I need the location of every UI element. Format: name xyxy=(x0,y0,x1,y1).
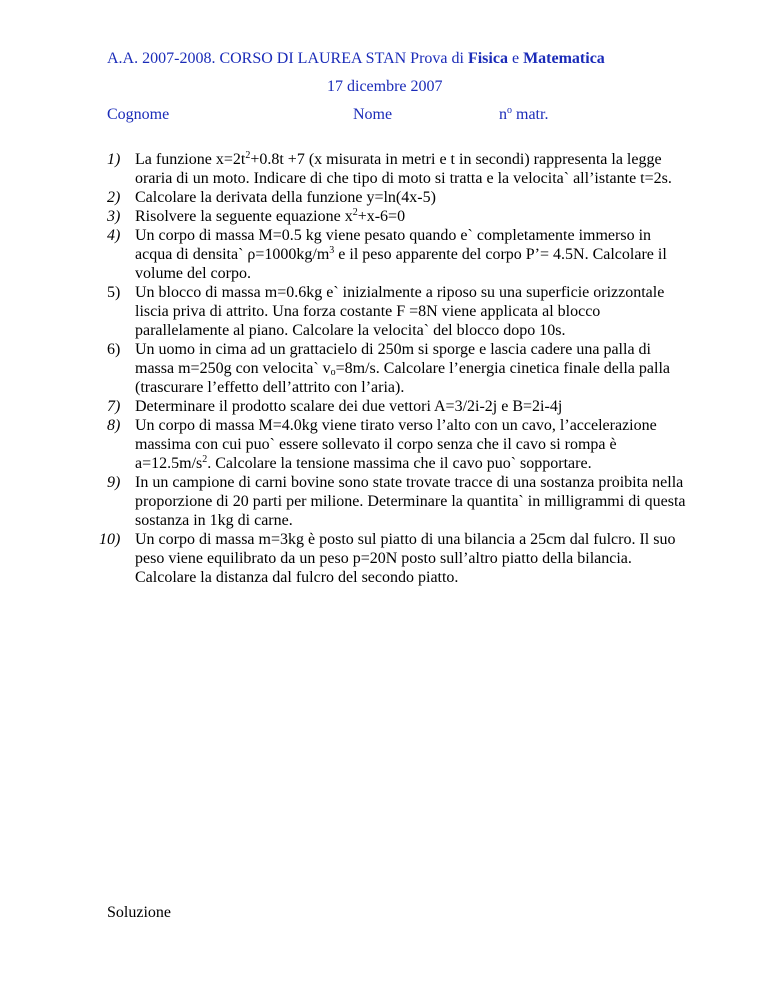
header-connector: e xyxy=(507,50,524,67)
question-number: 5) xyxy=(107,284,121,301)
question-text: In un campione di carni bovine sono state trovate tracce di una sostanza proibita nella proporzione di 20 parti per milione. Determinare la quantita` in milligrammi di questa sostanza in 1kg di carne. xyxy=(135,474,686,529)
question-number: 8) xyxy=(107,417,121,434)
question-text: . Calcolare la tensione massima che il cavo puo` sopportare. xyxy=(207,455,592,472)
question-2 xyxy=(107,188,687,207)
question-list xyxy=(99,150,687,587)
question-number: 4) xyxy=(107,227,121,244)
question-text: Un corpo di massa m=3kg è posto sul piatto di una bilancia a 25cm dal fulcro. Il suo peso viene equilibrato da un peso p=20N posto sull’altro piatto della bilancia. Calcolare la distanza dal fulcro del secondo piatto. xyxy=(135,531,676,586)
superscript: 2 xyxy=(202,454,208,465)
matricola-label xyxy=(499,105,548,124)
question-text: Risolvere la seguente equazione x xyxy=(135,208,353,225)
matricola-n: n xyxy=(499,106,507,123)
header-subject-matematica: Matematica xyxy=(523,50,605,67)
question-text: Un blocco di massa m=0.6kg e` inizialmente a riposo su una superficie orizzontale liscia priva di attrito. Una forza costante F =8N viene applicata al blocco parallelamente al piano. Calcolare la velocita` del blocco dopo 10s. xyxy=(135,284,665,339)
header-prefix: A.A. 2007-2008. CORSO DI LAUREA STAN Prova di xyxy=(107,50,468,67)
question-5 xyxy=(107,283,687,340)
superscript: 3 xyxy=(329,245,335,256)
question-1 xyxy=(107,150,687,188)
exam-date: 17 dicembre 2007 xyxy=(327,78,443,95)
solution-heading: Soluzione xyxy=(107,904,171,921)
question-number: 3) xyxy=(107,208,121,225)
question-9 xyxy=(107,473,687,530)
question-text: Un corpo di massa M=0.5 kg viene pesato quando e` completamente immerso in acqua di densita` ρ=1000kg/m xyxy=(135,227,652,263)
question-text: La funzione x=2t xyxy=(135,151,246,168)
question-text: +0.8t +7 (x misurata in metri e t in secondi) rappresenta la legge oraria di un moto. Indicare di che tipo di moto si tratta e la velocita` all’istante t=2s. xyxy=(135,151,672,187)
question-number: 2) xyxy=(107,189,121,206)
header-subject-fisica: Fisica xyxy=(467,50,508,67)
question-number: 6) xyxy=(107,341,121,358)
question-text: e il peso apparente del corpo P’= 4.5N. Calcolare il volume del corpo. xyxy=(135,246,667,282)
question-8 xyxy=(107,416,687,473)
exam-header xyxy=(107,49,605,68)
question-text: Determinare il prodotto scalare dei due vettori A=3/2i-2j e B=2i-4j xyxy=(135,398,563,415)
question-6 xyxy=(107,340,687,397)
question-4 xyxy=(107,226,687,283)
cognome-label: Cognome xyxy=(107,106,170,123)
question-10 xyxy=(99,530,687,587)
question-7 xyxy=(107,397,687,416)
nome-label: Nome xyxy=(353,106,393,123)
subscript: o xyxy=(330,367,336,378)
question-number: 9) xyxy=(107,474,121,491)
question-3 xyxy=(107,207,687,226)
matricola-text: matr. xyxy=(512,106,549,123)
question-text: Un uomo in cima ad un grattacielo di 250m si sporge e lascia cadere una palla di massa m=250g con velocita` v xyxy=(135,341,651,377)
matricola-o: o xyxy=(507,105,512,116)
question-text: Un corpo di massa M=4.0kg viene tirato verso l’alto con un cavo, l’accelerazione massima con cui puo` essere sollevato il corpo senza che il cavo si rompa è a=12.5m/s xyxy=(135,417,657,472)
question-number: 7) xyxy=(107,398,121,415)
question-text: +x-6=0 xyxy=(357,208,406,225)
superscript: 2 xyxy=(352,207,358,218)
question-text: =8m/s. Calcolare l’energia cinetica finale della palla (trascurare l’effetto dell’attrito con l’aria). xyxy=(135,360,670,396)
question-text: Calcolare la derivata della funzione y=ln(4x-5) xyxy=(135,189,436,206)
question-number: 10) xyxy=(99,531,121,548)
superscript: 2 xyxy=(245,150,251,161)
question-number: 1) xyxy=(107,151,121,168)
